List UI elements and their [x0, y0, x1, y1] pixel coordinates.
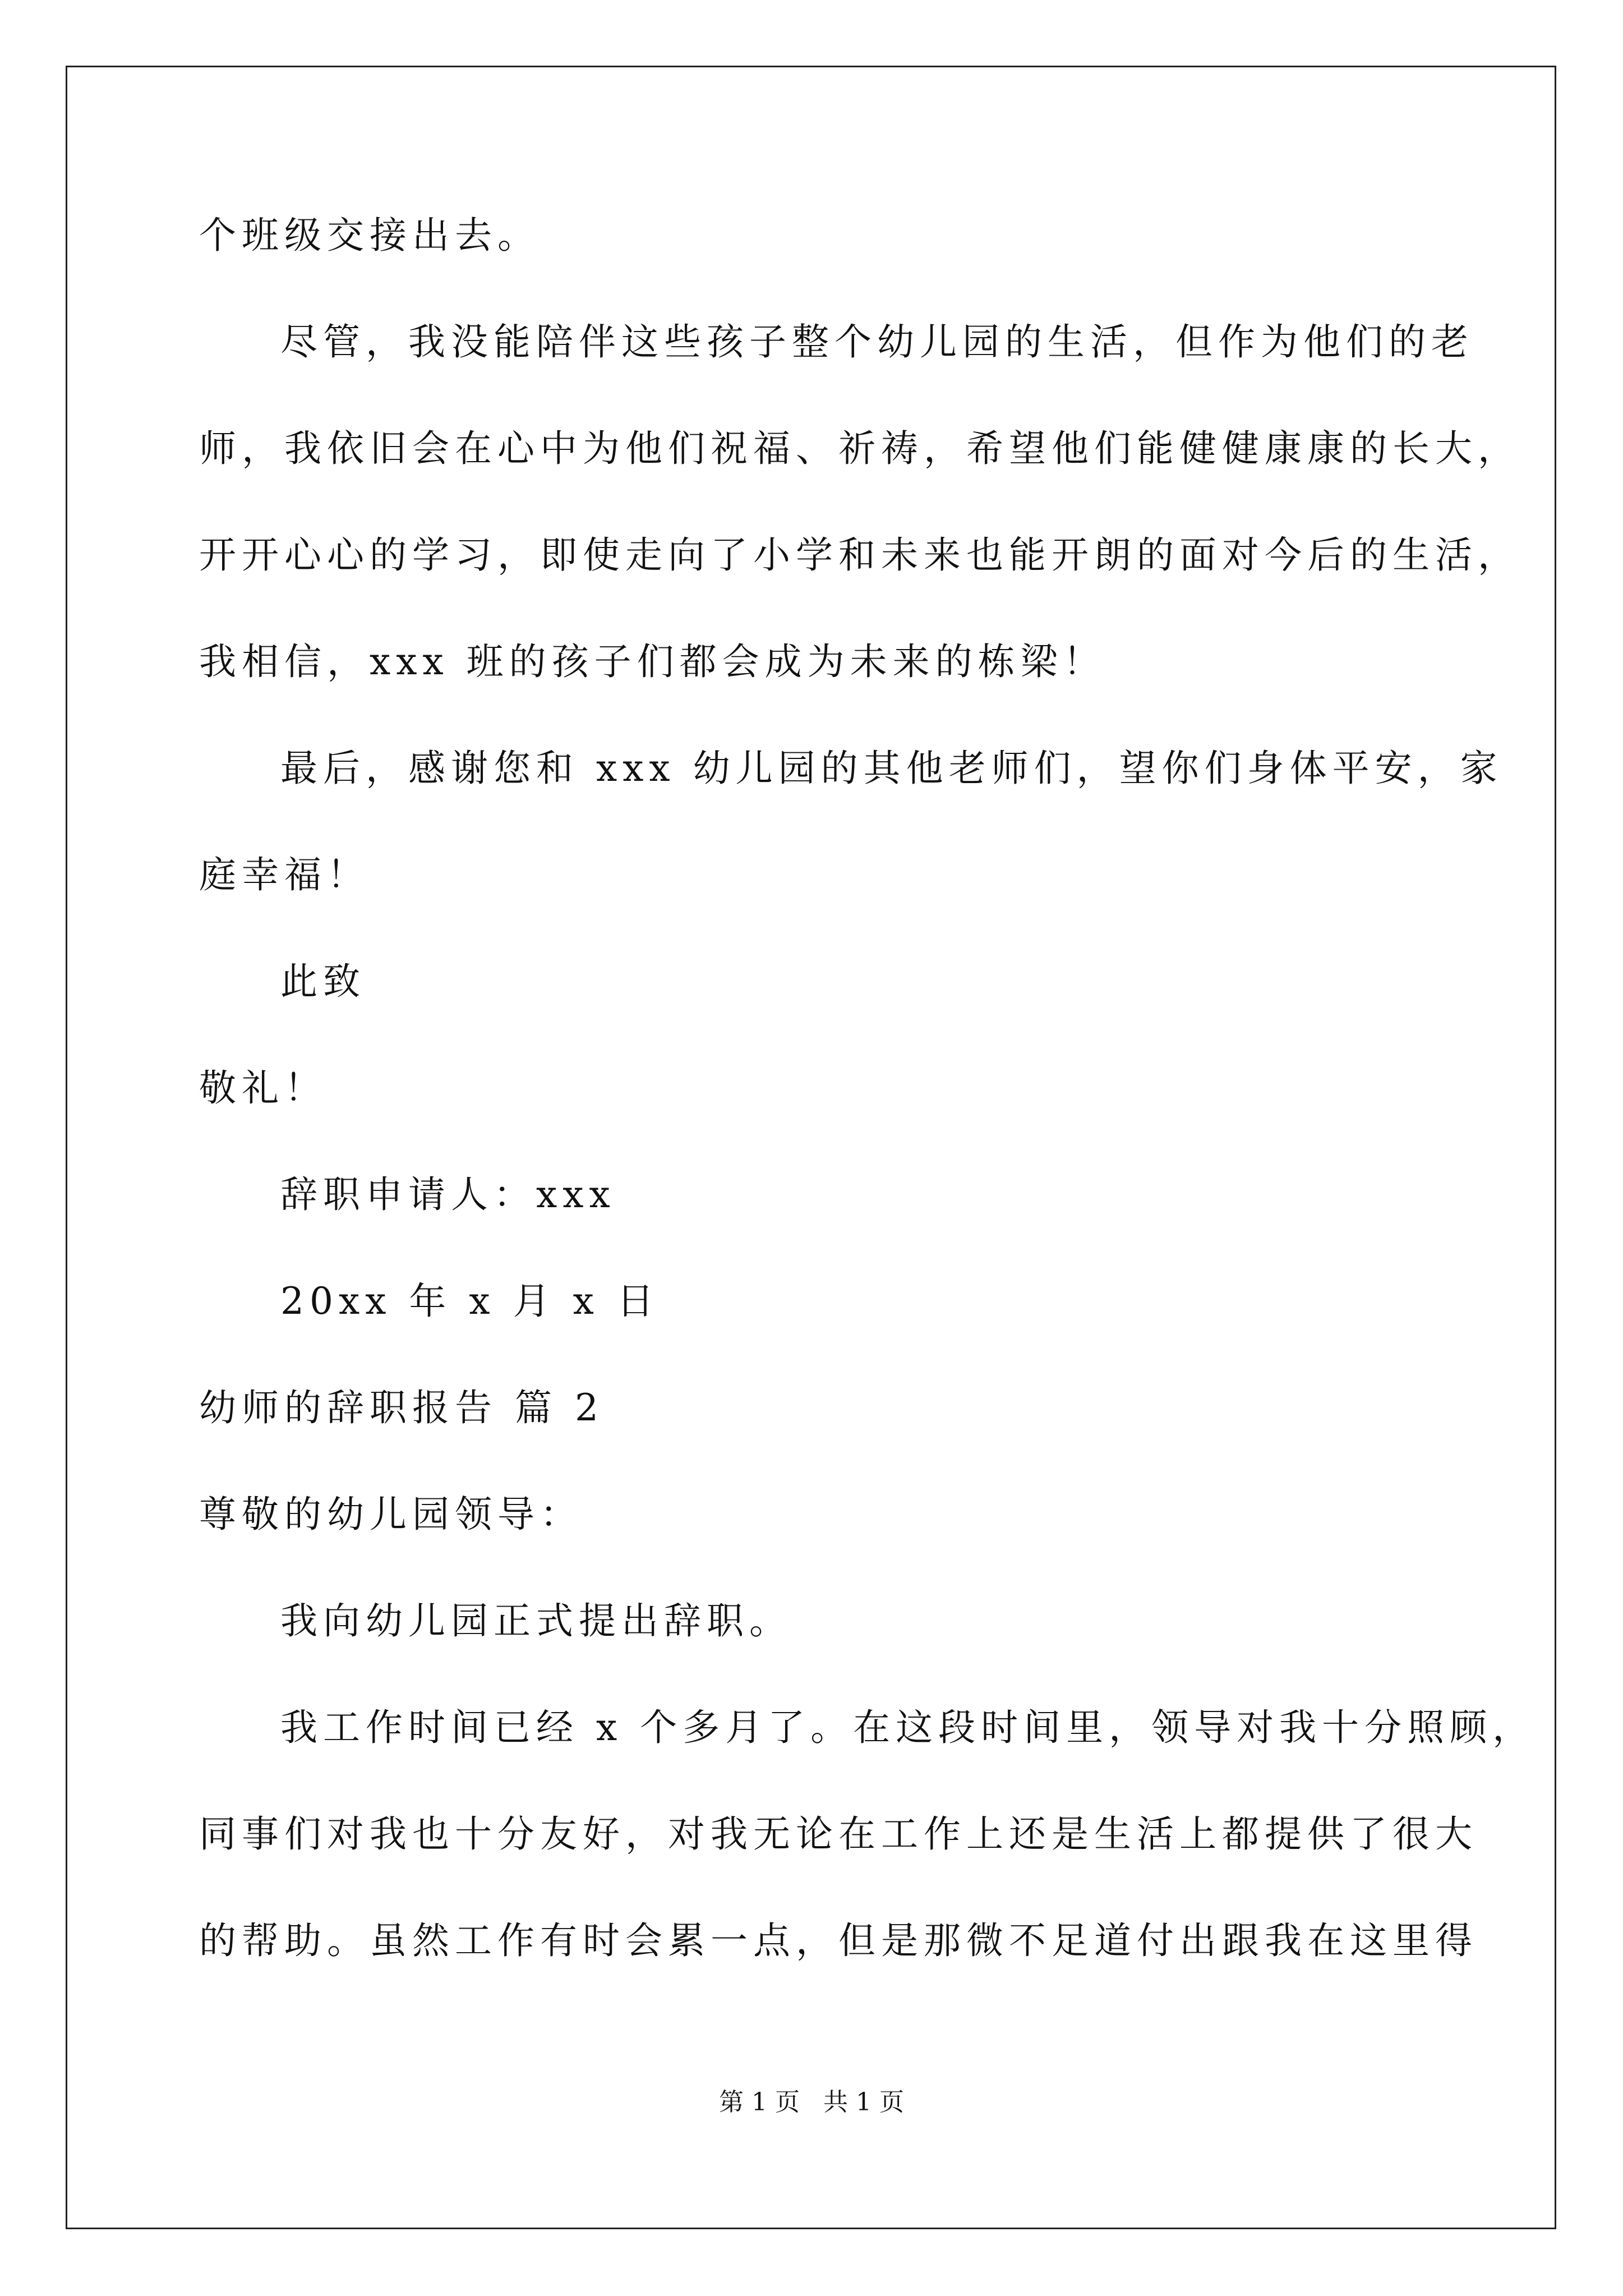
closing-respect: 敬礼！ [199, 1066, 327, 1110]
text-line: 我相信，xxx 班的孩子们都会成为未来的栋梁！ [199, 640, 1106, 683]
text-line: 个班级交接出去。 [199, 214, 540, 257]
text-line: 最后，感谢您和 xxx 幼儿园的其他老师们，望你们身体平安，家 [280, 747, 1503, 790]
text-line: 尽管，我没能陪伴这些孩子整个幼儿园的生活，但作为他们的老 [280, 320, 1474, 364]
page-frame [66, 66, 1556, 2229]
applicant-signature: 辞职申请人：xxx [280, 1173, 616, 1216]
text-line: 我工作时间已经 x 个多月了。在这段时间里，领导对我十分照顾， [280, 1706, 1536, 1749]
text-line: 的帮助。虽然工作有时会累一点，但是那微不足道付出跟我在这里得 [199, 1919, 1478, 1962]
section-title: 幼师的辞职报告 篇 2 [199, 1386, 604, 1429]
text-line: 开开心心的学习，即使走向了小学和未来也能开朗的面对今后的生活， [199, 533, 1520, 577]
text-line: 师，我依旧会在心中为他们祝福、祈祷，希望他们能健健康康的长大， [199, 427, 1520, 470]
greeting-line: 尊敬的幼儿园领导： [199, 1493, 583, 1536]
closing-salutation: 此致 [280, 960, 366, 1003]
date-line: 20xx 年 x 月 x 日 [280, 1280, 660, 1323]
text-line: 同事们对我也十分友好，对我无论在工作上还是生活上都提供了很大 [199, 1812, 1478, 1856]
text-line: 我向幼儿园正式提出辞职。 [280, 1599, 792, 1642]
text-line: 庭幸福！ [199, 853, 370, 896]
page-footer: 第 1 页 共 1 页 [719, 2088, 904, 2116]
